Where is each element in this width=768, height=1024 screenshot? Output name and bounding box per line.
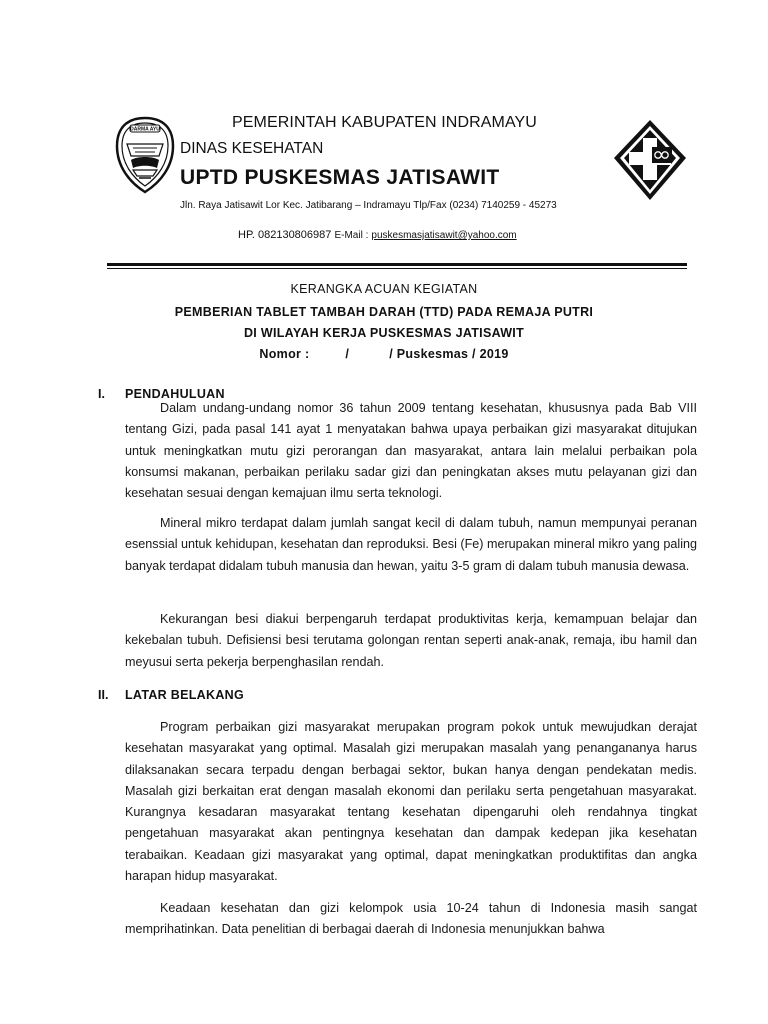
paragraph: Keadaan kesehatan dan gizi kelompok usia 10-24 tahun di Indonesia masih sangat memprihatinkan. Data penelitian di berbagai daerah di Indonesia menunjukkan bahwa — [125, 901, 697, 937]
section-number: II. — [98, 688, 109, 702]
institution-name: UPTD PUSKESMAS JATISAWIT — [180, 166, 500, 189]
indramayu-crest-logo — [113, 116, 177, 194]
activity-title: PEMBERIAN TABLET TAMBAH DARAH (TTD) PADA REMAJA PUTRI — [174, 305, 594, 319]
crest-motto-text: DARMA AYU — [130, 126, 160, 133]
document-number — [0, 347, 768, 361]
section-number: I. — [98, 387, 105, 401]
header-divider-thick — [107, 263, 687, 266]
contact-line — [238, 229, 517, 241]
email-link[interactable]: puskesmasjatisawit@yahoo.com — [371, 230, 517, 241]
address-line: Jln. Raya Jatisawit Lor Kec. Jatibarang – Indramayu Tlp/Fax (0234) 7140259 - 45273 — [180, 200, 557, 211]
section-title: PENDAHULUAN — [125, 387, 225, 401]
header-divider-thin — [107, 268, 687, 269]
puskesmas-cross-logo-icon — [612, 118, 688, 202]
doc-type-title: KERANGKA ACUAN KEGIATAN — [290, 282, 478, 296]
paragraph: Mineral mikro terdapat dalam jumlah sangat kecil di dalam tubuh, namun mempunyai peranan esenssial untuk kehidupan, kesehatan dan reproduksi. Besi (Fe) merupakan mineral mikro yang paling banyak terdapat didalam tubuh manusia dan hewan, yaitu 3-5 gram di dalam tubuh manusia dewasa. — [125, 516, 697, 573]
nomor-tail: / Puskesmas / 2019 — [389, 347, 509, 361]
email-label: E-Mail : — [334, 230, 369, 241]
paragraph: Dalam undang-undang nomor 36 tahun 2009 tentang kesehatan, khususnya pada Bab VIII tentang Gizi, pada pasal 141 ayat 1 menyatakan bahwa upaya perbaikan gizi masyarakat ditujukan untuk meningkatkan mutu gizi perorangan dan masyarakat, antara lain melalui perbaikan pola konsumsi makanan, perbaikan perilaku sadar gizi dan peningkatan akses mutu pelayanan gizi dan kesehatan sesuai dengan kemajuan ilmu serta teknologi. — [125, 401, 697, 501]
department-name: DINAS KESEHATAN — [180, 140, 324, 157]
government-name: PEMERINTAH KABUPATEN INDRAMAYU — [232, 114, 537, 131]
area-title: DI WILAYAH KERJA PUSKESMAS JATISAWIT — [243, 326, 525, 340]
phone-number: HP. 082130806987 — [238, 229, 332, 241]
paragraph: Kekurangan besi diakui berpengaruh terdapat produktivitas kerja, kemampuan belajar dan kekebalan tubuh. Defisiensi besi terutama golongan rentan seperti anak-anak, remaja, ibu hamil dan meyusui serta pekerja berpenghasilan rendah. — [125, 612, 697, 669]
nomor-label: Nomor : — [259, 347, 310, 361]
section-title: LATAR BELAKANG — [125, 688, 245, 702]
nomor-separator: / — [345, 347, 350, 361]
paragraph: Program perbaikan gizi masyarakat merupakan program pokok untuk mewujudkan derajat kesehatan masyarakat yang optimal. Masalah gizi merupakan masalah yang penangananya harus dilaksanakan secara terpadu dengan berbagai sektor, bukan hanya dengan pendekatan medis. Masalah gizi berkaitan erat dengan masalah ekonomi dan perilaku serta pengetahuan masyarakat. Kurangnya kesadaran masyarakat tentang kesehatan dipengaruhi oleh rendahnya tingkat pengetahuan masyarakat akan pentingnya kesehatan dan dampak kedepan jika kesehatan terabaikan. Keadaan gizi masyarakat yang optimal, dapat meningkatkan produktifitas dan angka harapan hidup masyarakat. — [125, 720, 697, 884]
